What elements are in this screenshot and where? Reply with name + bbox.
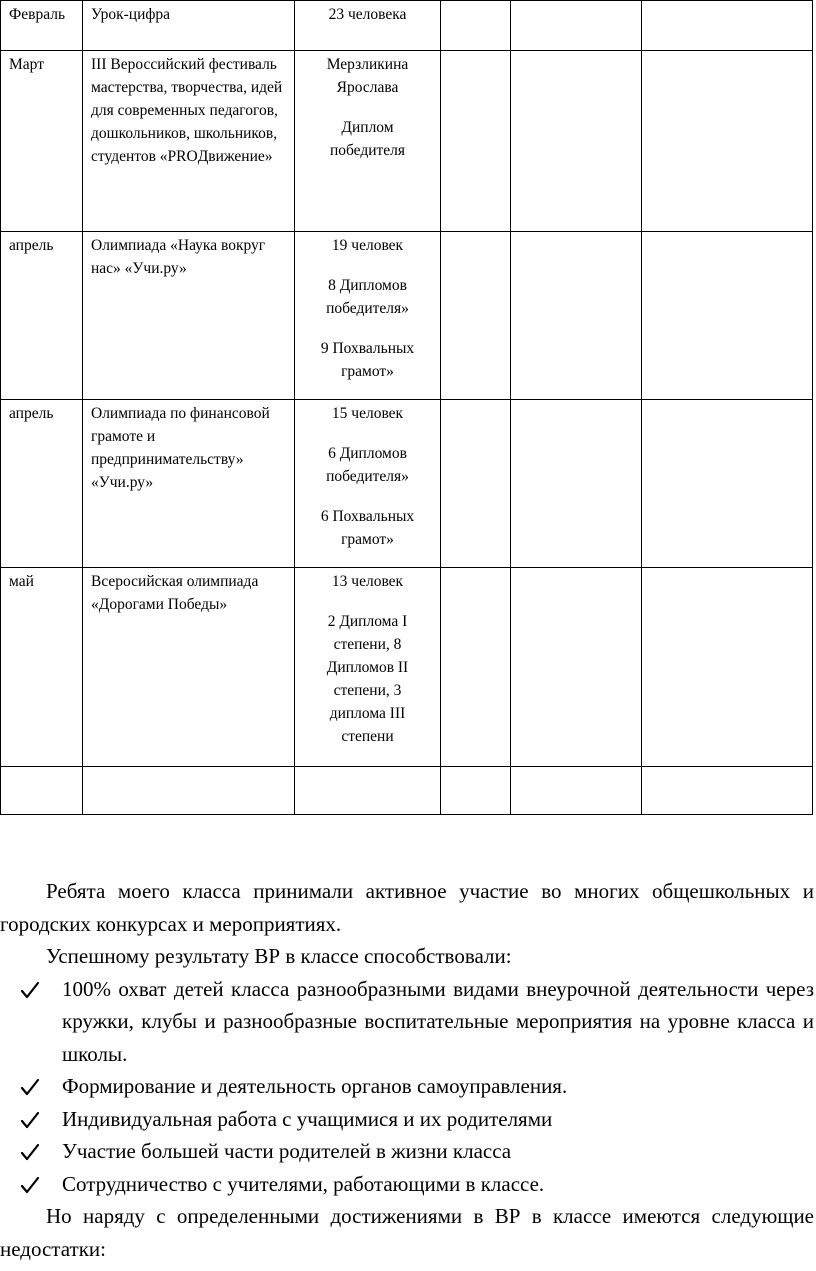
month-text: Февраль	[9, 6, 66, 23]
results-table-body	[1, 1, 813, 815]
cell-empty	[642, 232, 813, 400]
month-text: апрель	[9, 237, 54, 254]
cell-empty	[642, 767, 813, 815]
result-text: 19 человек	[331, 237, 404, 254]
list-item	[0, 1135, 814, 1168]
event-text	[83, 767, 294, 769]
table-row	[1, 400, 813, 568]
paragraph-participation: Ребята моего класса принимали активное участие во многих общешкольных и городских конкурсах и мероприятиях.	[0, 879, 814, 936]
cell-empty	[511, 568, 642, 767]
cell-month	[1, 400, 83, 568]
cell-empty	[642, 51, 813, 232]
cell-empty	[441, 568, 511, 767]
event-text: III Вероссийский фестиваль мастерства, творчества, идей для современных педагогов, дошкольников, школьников, студентов «PROДвижение»	[91, 56, 283, 165]
success-factors-list	[0, 973, 814, 1201]
cell-month	[1, 568, 83, 767]
result-text: Диплом победителя	[329, 119, 406, 159]
result-text: Мерзликина Ярослава	[326, 56, 409, 96]
cell-month	[1, 1, 83, 51]
cell-results	[295, 232, 441, 400]
checkmark-icon	[20, 1143, 40, 1161]
table-row	[1, 232, 813, 400]
cell-results	[295, 400, 441, 568]
cell-results	[295, 767, 441, 815]
result-text: 23 человека	[328, 6, 407, 23]
cell-event	[83, 400, 295, 568]
table-row	[1, 568, 813, 767]
cell-empty	[511, 51, 642, 232]
table-row	[1, 51, 813, 232]
cell-results	[295, 568, 441, 767]
checkmark-icon	[20, 1111, 40, 1129]
cell-month	[1, 51, 83, 232]
cell-event	[83, 51, 295, 232]
cell-empty	[441, 232, 511, 400]
event-text: Олимпиада «Наука вокруг нас» «Учи.ру»	[91, 237, 266, 277]
month-text: май	[9, 573, 34, 590]
cell-empty	[642, 1, 813, 51]
list-item-text: Формирование и деятельность органов самоуправления.	[62, 1074, 568, 1098]
list-item-text: Участие большей части родителей в жизни класса	[62, 1139, 512, 1163]
text-section	[0, 875, 814, 1265]
event-text: Олимпиада по финансовой грамоте и предпринимательству» «Учи.ру»	[91, 405, 270, 491]
table-row	[1, 1, 813, 51]
cell-event	[83, 767, 295, 815]
list-item-text: 100% охват детей класса разнообразными видами внеурочной деятельности через кружки, клубы и разнообразные воспитательные мероприятия на уровне класса и школы.	[62, 976, 814, 1066]
month-text: апрель	[9, 405, 54, 422]
paragraph-success-intro: Успешному результату ВР в классе способствовали:	[46, 944, 512, 968]
cell-results	[295, 51, 441, 232]
month-text: Март	[9, 56, 44, 73]
cell-empty	[511, 232, 642, 400]
cell-empty	[642, 400, 813, 568]
checkmark-icon	[20, 1176, 40, 1194]
result-text: 13 человек	[331, 573, 404, 590]
list-item-text: Индивидуальная работа с учащимися и их родителями	[62, 1106, 553, 1131]
cell-empty	[642, 568, 813, 767]
cell-empty	[441, 1, 511, 51]
list-item	[0, 1168, 814, 1201]
result-text: 9 Похвальных грамот»	[320, 340, 415, 380]
result-text: 6 Дипломов победителя»	[326, 445, 409, 485]
list-item-text: Сотрудничество с учителями, работающими в классе.	[62, 1171, 545, 1196]
cell-results	[295, 1, 441, 51]
cell-month	[1, 767, 83, 815]
event-text: Всеросийская олимпиада «Дорогами Победы»	[91, 573, 259, 613]
list-item	[0, 973, 814, 1071]
month-text	[1, 767, 82, 769]
cell-empty	[441, 400, 511, 568]
cell-empty	[441, 51, 511, 232]
result-text: 2 Диплома I степени, 8 Дипломов II степени, 3 диплома III степени	[326, 613, 409, 745]
cell-event	[83, 1, 295, 51]
cell-empty	[511, 767, 642, 815]
cell-empty	[511, 1, 642, 51]
table-row	[1, 767, 813, 815]
checkmark-icon	[20, 1078, 40, 1096]
cell-empty	[441, 767, 511, 815]
list-item	[0, 1103, 814, 1136]
cell-event	[83, 568, 295, 767]
cell-event	[83, 232, 295, 400]
result-text: 6 Похвальных грамот»	[320, 508, 415, 548]
cell-month	[1, 232, 83, 400]
cell-empty	[511, 400, 642, 568]
checkmark-icon	[20, 981, 40, 999]
result-text: 8 Дипломов победителя»	[326, 277, 409, 317]
result-text: 15 человек	[331, 405, 404, 422]
paragraph-shortcomings: Но наряду с определенными достижениями в ВР в классе имеются следующие недостатки:	[0, 1204, 814, 1261]
event-text: Урок-цифра	[91, 6, 171, 23]
list-item	[0, 1070, 814, 1103]
